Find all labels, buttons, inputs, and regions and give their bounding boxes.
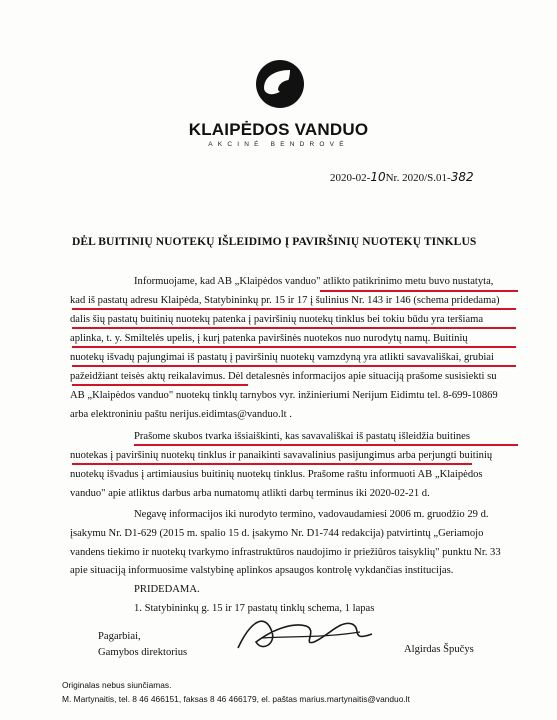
p2-line-3: nuotekų išvadus į artimiausius buitinių nuotekų tinklus. Prašome raštu informuoti AB „Klaipėdos (70, 469, 483, 480)
handwritten-signature (232, 608, 382, 660)
footer-note: Originalas nebus siunčiamas. (62, 680, 172, 690)
closing-position: Gamybos direktorius (98, 647, 188, 658)
p1-line-6: pažeidžiant teisės aktų reikalavimus. Dėl detalesnės informacijos apie situaciją prašome susisiekti su (70, 371, 497, 382)
handwritten-day: 10 (370, 170, 386, 184)
p3-line-3: vandens tiekimo ir nuotekų tvarkymo infrastruktūros naudojimo ir priežiūros taisyklių" punktu Nr. 33 (70, 547, 501, 558)
attachment-item-1: 1. Statybininkų g. 15 ir 17 pastatų tinklų schema, 1 lapas (134, 603, 375, 614)
p1-line-5: nuotekų išvadų pajungimai iš pastatų į paviršinių nuotekų vamzdyną yra atlikti savavališkai, grubiai (70, 352, 494, 363)
red-underline-1 (320, 290, 518, 292)
p2-line-2: nuotekas į paviršinių nuotekų tinklus ir panaikinti savavalinius pasijungimus arba perjungti buitinių (70, 450, 493, 461)
p2-line-1: Prašome skubos tvarka išsiaiškinti, kas savavališkai iš pastatų išleidžia buitines (134, 431, 471, 442)
red-underline-6 (72, 384, 248, 386)
red-underline-8 (72, 463, 472, 465)
red-underline-5 (72, 365, 516, 367)
signer-name: Algirdas Špučys (404, 644, 474, 655)
p1-line-8: arba elektroniniu paštu nerijus.eidimtas@vanduo.lt . (70, 409, 292, 420)
red-underline-4 (72, 346, 516, 348)
p3-line-4: apie situaciją informuosime valstybinę aplinkos apsaugos kontrolę vykdančias institucijas. (70, 565, 454, 576)
attachments-heading: PRIDEDAMA. (134, 584, 200, 595)
red-underline-2 (72, 308, 516, 310)
p1-line-1: Informuojame, kad AB „Klaipėdos vanduo" atlikto patikrinimo metu buvo nustatyta, (134, 276, 494, 287)
company-subtitle: AKCINĖ BENDROVĖ (208, 141, 349, 148)
p1-line-3: dalis šių pastatų buitinių nuotekų patenka į paviršinių nuotekų tinklus bei tokiu būdu yra teršiama (70, 314, 484, 325)
p3-line-2: įsakymu Nr. D1-629 (2015 m. spalio 15 d. įsakymo Nr. D1-744 redakcija) patvirtintų „Geriamojo (70, 528, 484, 539)
date-prefix: 2020-02- (330, 172, 371, 184)
p1-line-4: aplinka, t. y. Smiltelės upelis, į kurį patenka paviršinės nuotekos nuo nurodytų namų. Buitinių (70, 333, 468, 344)
red-underline-3 (72, 327, 516, 329)
handwritten-number: 382 (450, 170, 474, 184)
p1-line-7: AB „Klaipėdos vanduo" nuotekų tinklų tarnybos vyr. inžinieriumi Nerijum Eidimtu tel. 8-699-10869 (70, 390, 498, 401)
company-name: KLAIPĖDOS VANDUO (188, 120, 369, 139)
p3-line-1: Negavę informacijos iki nurodyto termino, vadovaudamiesi 2006 m. gruodžio 29 d. (134, 509, 489, 520)
letter-date-number (330, 170, 474, 184)
closing-regards: Pagarbiai, (98, 631, 141, 642)
footer-contact: M. Martynaitis, tel. 8 46 466151, faksas 8 46 466179, el. paštas marius.martynaitis@vanduo.lt (62, 694, 410, 704)
company-logo-drop-icon (254, 58, 306, 110)
p1-line-2: kad iš pastatų adresu Klaipėda, Statybininkų pr. 15 ir 17 į šulinius Nr. 143 ir 146 (schema pridedama) (70, 295, 500, 306)
red-underline-7 (134, 444, 518, 446)
p2-line-4: vanduo" apie atliktus darbus arba numatomų atlikti darbų terminus iki 2020-02-21 d. (70, 488, 430, 499)
ref-number-prefix: Nr. 2020/S.01- (385, 172, 451, 184)
letter-title: DĖL BUITINIŲ NUOTEKŲ IŠLEIDIMO Į PAVIRŠINIŲ NUOTEKŲ TINKLUS (72, 236, 477, 248)
